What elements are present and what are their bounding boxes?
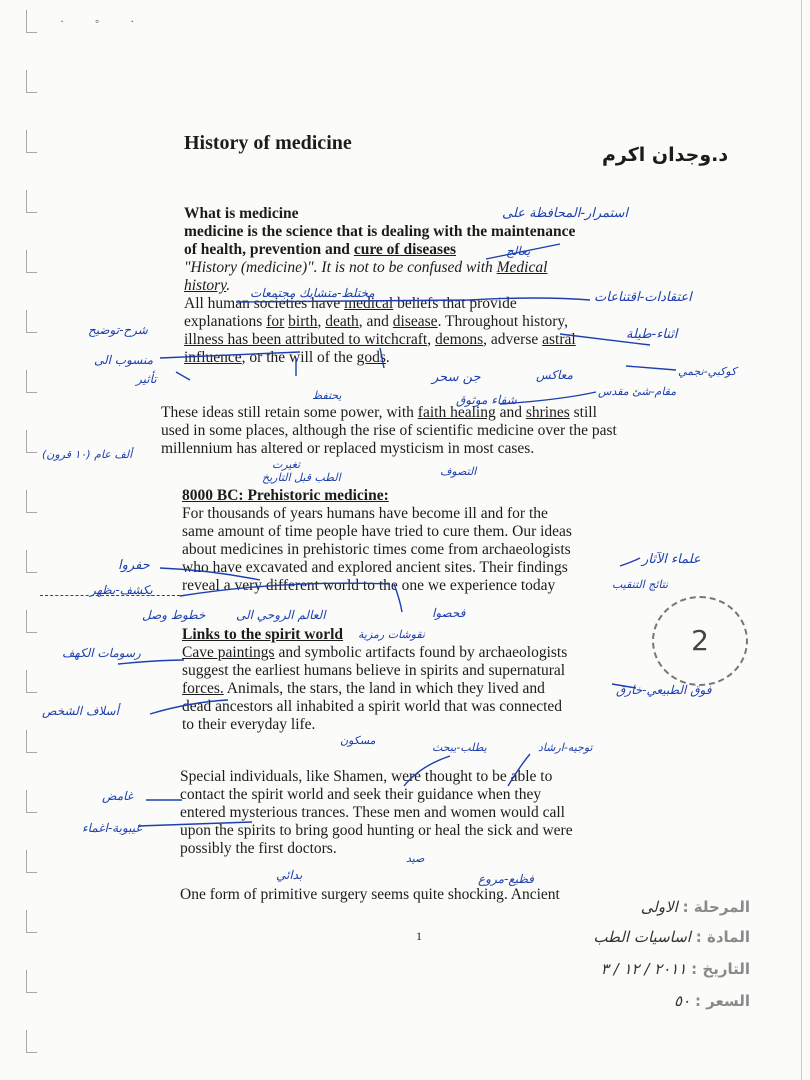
- annotation-astral: كوكبي-نجمي: [678, 365, 737, 378]
- label: السعر :: [694, 992, 750, 1010]
- annotation-findings: نتائج التنقيب: [612, 578, 669, 591]
- paragraph-line: millennium has altered or replaced mysticism in most cases.: [161, 440, 535, 457]
- underlined-term: history: [184, 277, 227, 294]
- underlined-term: Medical: [496, 259, 548, 276]
- value: ٢٠١١ / ١٢ / ٣: [600, 960, 687, 978]
- arrow-explored: [394, 584, 402, 612]
- text-run: , and: [358, 313, 393, 330]
- underlined-term: birth: [288, 313, 318, 330]
- arrow-astral: [626, 366, 676, 370]
- text-run: All human societies have: [184, 295, 345, 312]
- text-run: These ideas still retain some power, with: [161, 404, 418, 421]
- annotation-prehistoric: الطب قبل التاريخ: [262, 471, 341, 484]
- arrow-reveal: [180, 583, 390, 596]
- annotation-primitive: بدائي: [276, 868, 303, 882]
- paragraph-line: reveal a very different world to the one we experience today: [182, 577, 556, 594]
- annotation-explored: فحصوا: [432, 606, 466, 620]
- annotation-adverse: معاكس: [536, 368, 573, 382]
- text-run: .: [226, 277, 231, 294]
- underlined-term: astral: [542, 331, 576, 348]
- annotation-trances: غيبوبة-اغماء: [82, 821, 142, 835]
- paragraph-line: contact the spirit world and seek their guidance when they: [180, 786, 542, 803]
- underlined-term: forces.: [182, 680, 224, 697]
- annotation-demons: جن سحر: [432, 370, 481, 385]
- arrow-archaeologists: [620, 558, 640, 566]
- text-run: explanations: [184, 313, 267, 330]
- section-heading: 8000 BC: Prehistoric medicine:: [182, 487, 389, 504]
- annotation-excavated: حفروا: [118, 558, 150, 573]
- underlined-term: influence: [184, 349, 242, 366]
- paragraph-line: Special individuals, like Shamen, were thought to be able to: [180, 768, 553, 785]
- annotation-supernatural: فوق الطبيعي-خارق: [616, 683, 712, 697]
- text-run: , adverse: [483, 331, 543, 348]
- scan-specks: · ◦ ·: [60, 14, 149, 28]
- arrow-supernatural: [612, 684, 636, 688]
- arrow-cure: [486, 244, 560, 259]
- underlined-term: gods: [356, 349, 386, 366]
- annotation-influence: تأثير: [136, 372, 157, 386]
- annotation-archaeologists: علماء الآثار: [642, 552, 701, 567]
- annotation-millennium: ألف عام (١٠ قرون): [42, 448, 133, 461]
- annotation-guidance: توجيه-ارشاد: [538, 741, 593, 754]
- arrow-confused: [236, 298, 590, 302]
- annotation-contact: خطوط وصل: [142, 608, 206, 622]
- paragraph-line: suggest the earliest humans believe in spirits and supernatural: [182, 662, 566, 679]
- definition-line: medicine is the science that is dealing with the maintenance: [184, 223, 576, 240]
- paragraph-line: about medicines in prehistoric times come from archaeologists: [182, 541, 571, 558]
- value: اساسيات الطب: [593, 928, 691, 946]
- paragraph-line: One form of primitive surgery seems quite shocking. Ancient: [180, 886, 560, 903]
- text-run: of health, prevention and: [184, 241, 354, 258]
- annotation-symbolic: نقوشات رمزية: [358, 628, 425, 641]
- text-run: . Throughout history,: [437, 313, 569, 330]
- section-heading: What is medicine: [184, 205, 299, 222]
- annotation-faith: شفاء موثوق: [456, 393, 517, 407]
- text-run: beliefs that provide: [393, 295, 517, 312]
- page-number: 1: [416, 929, 422, 943]
- author-name: د.وجدان اكرم: [602, 144, 729, 166]
- underlined-term: cure of diseases: [353, 241, 456, 258]
- arrow-ancestors: [150, 700, 228, 714]
- label: التاريخ :: [691, 960, 750, 978]
- annotation-maintenance: استمرار-المحافظة على: [502, 206, 629, 221]
- annotation-cure: يعالج: [506, 244, 531, 258]
- arrow-attributed: [160, 352, 300, 358]
- annotation-mysterious: غامض: [102, 789, 134, 803]
- underlined-term: witchcraft: [364, 331, 428, 348]
- document-title: History of medicine: [184, 132, 352, 154]
- bracket-to: [380, 348, 384, 368]
- annotation-cave: رسومات الكهف: [62, 646, 141, 660]
- text-run: , or the will of the: [241, 349, 357, 366]
- paragraph-line: to their everyday life.: [182, 716, 316, 733]
- text-run: still: [569, 404, 597, 421]
- annotation-retain: يحتفظ: [312, 389, 342, 402]
- underlined-term: death: [325, 313, 359, 330]
- underlined-term: shrines: [525, 404, 570, 421]
- annotation-mysticism: التصوف: [440, 465, 477, 478]
- text-run: and symbolic artifacts found by archaeologists: [274, 644, 568, 661]
- underlined-term: Cave paintings: [182, 644, 275, 661]
- text-run: ,: [317, 313, 326, 330]
- arrow-seek: [404, 756, 450, 786]
- paragraph-line: upon the spirits to bring good hunting or heal the sick and were: [180, 822, 573, 839]
- annotation-altered: تغيرت: [272, 458, 301, 471]
- text-run: and: [495, 404, 526, 421]
- annotation-seek: يطلب-يبحث: [432, 741, 487, 754]
- label: المرحلة :: [682, 898, 750, 916]
- annotation-hunting: صيد: [406, 852, 425, 865]
- paragraph-line: possibly the first doctors.: [180, 840, 337, 857]
- text-run: "History (medicine)". It is not to be confused with: [184, 259, 497, 276]
- underlined-term: medical: [344, 295, 394, 312]
- stamp-number: 2: [691, 624, 709, 657]
- underlined-term: illness has been attributed to: [184, 331, 365, 348]
- annotation-reveal: يكشف-يظهر: [90, 583, 153, 597]
- text-run: ,: [427, 331, 435, 348]
- annotation-shocking: فظيع-مروع: [478, 872, 534, 886]
- paragraph-line: used in some places, although the rise of scientific medicine over the past: [161, 422, 617, 439]
- text-run: Animals, the stars, the land in which they lived and: [223, 680, 545, 697]
- underlined-term: disease: [392, 313, 438, 330]
- annotation-attributed: منسوب الى: [94, 353, 154, 367]
- underlined-term: for: [266, 313, 285, 330]
- paragraph-line: same amount of time people have tried to cure them. Our ideas: [182, 523, 572, 540]
- annotation-shrines: مقام-شئ مقدس: [598, 385, 677, 398]
- text-run: .: [385, 349, 390, 366]
- arrow-shrines: [500, 392, 596, 404]
- arrow-trances: [138, 822, 252, 826]
- annotation-beliefs: اعتقادات-اقتناعات: [594, 290, 692, 305]
- annotation-throughout: اثناء-طيلة: [626, 327, 678, 342]
- arrow-influence: [176, 372, 190, 380]
- paragraph-line: who have excavated and explored ancient sites. Their findings: [182, 559, 568, 576]
- value: الاولى: [640, 898, 678, 916]
- annotation-ancestors: أسلاف الشخص: [42, 704, 119, 718]
- paragraph-line: For thousands of years humans have become ill and for the: [182, 505, 548, 522]
- arrow-guidance: [508, 754, 530, 786]
- annotation-spirit-world: العالم الروحي الى: [236, 608, 326, 622]
- annotation-inhabited: مسكون: [340, 734, 376, 747]
- paragraph-line: entered mysterious trances. These men and women would call: [180, 804, 565, 821]
- arrow-cave: [118, 660, 184, 664]
- section-heading: Links to the spirit world: [182, 626, 344, 643]
- paragraph-line: dead ancestors all inhabited a spirit world that was connected: [182, 698, 563, 715]
- annotation-explanations: شرح-توضيح: [88, 323, 148, 337]
- label: المادة :: [695, 928, 750, 946]
- annotation-confused: مختلط-متشابك مجتمعات: [250, 286, 375, 300]
- value: ٥٠: [674, 992, 691, 1010]
- underlined-term: faith healing: [417, 404, 496, 421]
- arrow-throughout: [560, 334, 650, 345]
- underlined-term: demons: [434, 331, 484, 348]
- arrow-excavated: [160, 568, 260, 580]
